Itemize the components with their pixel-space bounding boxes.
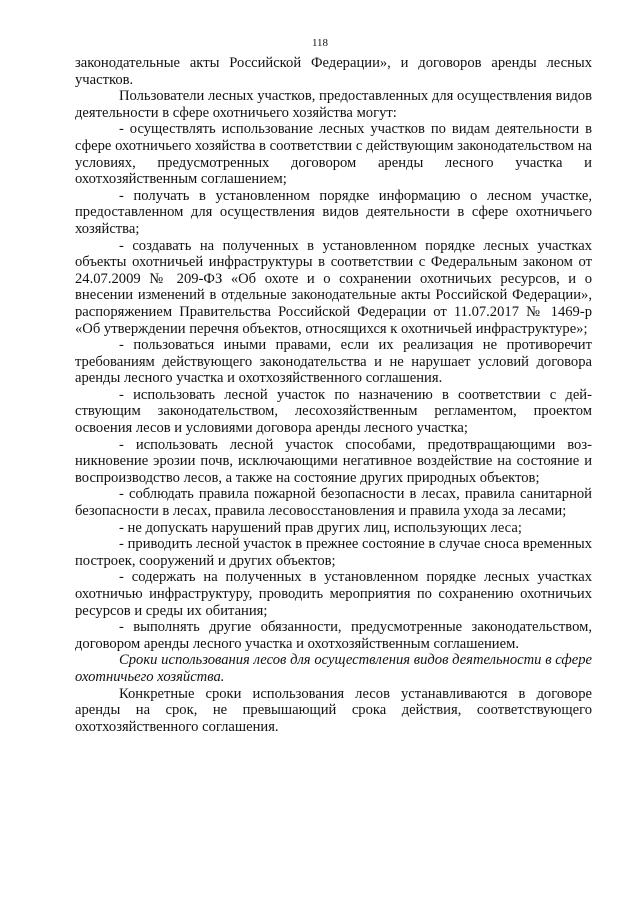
list-item: - осуществлять использование лесных участков по видам деятельности в сфере охотничьего хозяйства в соответствии с действующим законодательством на условиях, предусмотренных договором аренды лесного участка и охотхозяйственным соглашением;	[75, 121, 592, 188]
list-item: - получать в установленном порядке информацию о лесном участке, предоставленном для осуществления видов деятельности в сфере охотничьего хозяйства;	[75, 187, 592, 237]
list-item: - создавать на полученных в установленном порядке лесных участках объекты охотничьей инфраструктуры в соответствии с Федеральным законом от 24.07.2009 № 209-ФЗ «Об охоте и о сохранении охотничьих ресурсов, и о внесении изменений в отдельные законодательные акты Российской Федерации», распоряжением Правительства Российской Федерации от 11.07.2017 № 1469-р «Об утверждении перечня объектов, относящихся к охотничьей инфраструктуре»;	[75, 237, 592, 337]
list-item: - выполнять другие обязанности, предусмотренные законодательством, договором аренды лесного участка и охотхозяйственным соглашением.	[75, 619, 592, 652]
section-heading: Сроки использования лесов для осуществления видов деятельности в сфере охотничьего хозяйства.	[75, 652, 592, 685]
list-item: - пользоваться иными правами, если их реализация не противоречит требованиям действующего законодательства и не нарушает условий договора аренды лесного участка и охотхозяйственного соглашения.	[75, 337, 592, 387]
list-item: - использовать лесной участок способами, предотвращающими возникновение эрозии почв, исключающими негативное воздействие на состояние и воспроизводство лесов, а также на состояние других природных объектов;	[75, 436, 592, 486]
page-number: 118	[311, 37, 329, 49]
paragraph: Конкретные сроки использования лесов устанавливаются в договоре аренды на срок, не превышающий срока действия, соответствующего охотхозяйственного соглашения.	[75, 685, 592, 735]
list-item: - соблюдать правила пожарной безопасности в лесах, правила санитарной безопасности в лесах, правила лесовосстановления и правила ухода за лесами;	[75, 486, 592, 520]
paragraph: законодательные акты Российской Федерации», и договоров аренды лесных участков.	[75, 55, 592, 88]
list-item: - использовать лесной участок по назначению в соответствии с действующим законодательством, лесохозяйственным регламентом, проектом освоения лесов и условиями договора аренды лесного участка;	[75, 386, 592, 437]
list-item: - содержать на полученных в установленном порядке лесных участках охотничью инфраструктуру, проводить мероприятия по сохранению охотничьих ресурсов и среды их обитания;	[75, 569, 592, 619]
document-body	[75, 55, 592, 735]
list-item: - не допускать нарушений прав других лиц, использующих леса;	[119, 519, 522, 536]
list-item: - приводить лесной участок в прежнее состояние в случае сноса временных построек, сооружений и других объектов;	[75, 536, 592, 569]
paragraph: Пользователи лесных участков, предоставленных для осуществления видов деятельности в сфере охотничьего хозяйства могут:	[75, 88, 592, 121]
